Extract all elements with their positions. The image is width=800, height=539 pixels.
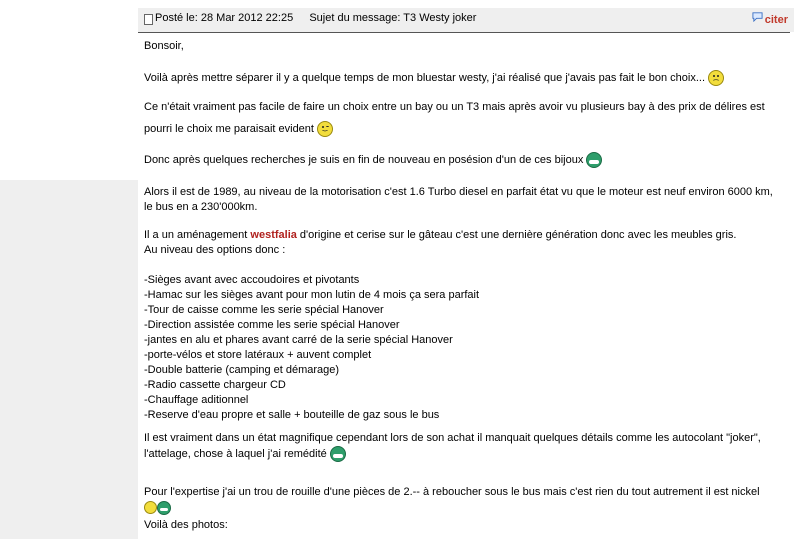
list-item: -Direction assistée comme les serie spécial Hanover xyxy=(144,319,400,331)
post-document-icon xyxy=(144,14,153,25)
post-header xyxy=(138,8,794,32)
list-item: -Chauffage aditionnel xyxy=(144,394,249,406)
list-item: -Reserve d'eau propre et salle + bouteille de gaz sous le bus xyxy=(144,409,440,421)
list-item: -Hamac sur les sièges avant pour mon lutin de 4 mois ça sera parfait xyxy=(144,289,480,301)
paragraph-expertise: Pour l'expertise j'ai un trou de rouille d'une pièces de 2.-- à reboucher sous le bus mais c'est rien du tout autrement il est nickel xyxy=(144,485,784,516)
post-meta xyxy=(155,12,476,24)
paragraph-specs: Alors il est de 1989, au niveau de la motorisation c'est 1.6 Turbo diesel en parfait état vu que le moteur est neuf environ 6000 km, le bus en a 230'000km. xyxy=(144,186,773,213)
quote-bubble-icon xyxy=(752,11,763,22)
paragraph-intro: Voilà après mettre séparer il y a quelque temps de mon bluestar westy, j'ai réalisé que j'avais pas fait le bon choix... xyxy=(144,70,784,86)
quote-label: citer xyxy=(764,14,788,26)
paragraph-condition: Il est vraiment dans un état magnifique cependant lors de son achat il manquait quelques détails comme les autocolant "joker", l'attelage, chose à laquel j'ai remédité xyxy=(144,431,784,462)
brand-westfalia: westfalia xyxy=(250,229,297,241)
paragraph-westfalia: Il a un aménagement westfalia d'origine et cerise sur le gâteau c'est une dernière génération donc avec les meubles gris. Au niveau des options donc : xyxy=(144,229,737,256)
paragraph-choice: Ce n'était vraiment pas facile de faire un choix entre un bay ou un T3 mais après avoir vu plusieurs bay à des prix de délires est pourri le choix me paraisait evident xyxy=(144,96,784,140)
list-item: -Double batterie (camping et démarage) xyxy=(144,364,340,376)
thumbs-up-smileys-icon xyxy=(144,500,172,516)
list-item: -Radio cassette chargeur CD xyxy=(144,379,286,391)
list-item: -Tour de caisse comme les serie spécial Hanover xyxy=(144,304,384,316)
greeting: Bonsoir, xyxy=(144,40,184,52)
options-list xyxy=(144,273,784,423)
confused-smiley-icon xyxy=(708,70,724,86)
post-body xyxy=(138,33,794,539)
author-column-top xyxy=(0,0,138,180)
list-item: -porte-vélos et store latéraux + auvent complet xyxy=(144,349,372,361)
quote-button[interactable] xyxy=(752,10,788,28)
post-subject: Sujet du message: T3 Westy joker xyxy=(309,12,477,24)
paragraph-search: Donc après quelques recherches je suis en fin de nouveau en posésion d'un de ces bijoux xyxy=(144,152,784,168)
options-heading: Au niveau des options donc : xyxy=(144,244,286,256)
grin-smiley-icon xyxy=(586,152,602,168)
grin-smiley-icon xyxy=(330,446,346,462)
list-item: -jantes en alu et phares avant carré de la serie spécial Hanover xyxy=(144,334,453,346)
list-item: -Sièges avant avec accoudoires et pivotants xyxy=(144,274,360,286)
wink-smiley-icon xyxy=(317,121,333,137)
author-column-bottom xyxy=(0,180,138,539)
posted-date: Posté le: 28 Mar 2012 22:25 xyxy=(155,12,294,24)
paragraph-photos: Voilà des photos: xyxy=(144,519,228,531)
